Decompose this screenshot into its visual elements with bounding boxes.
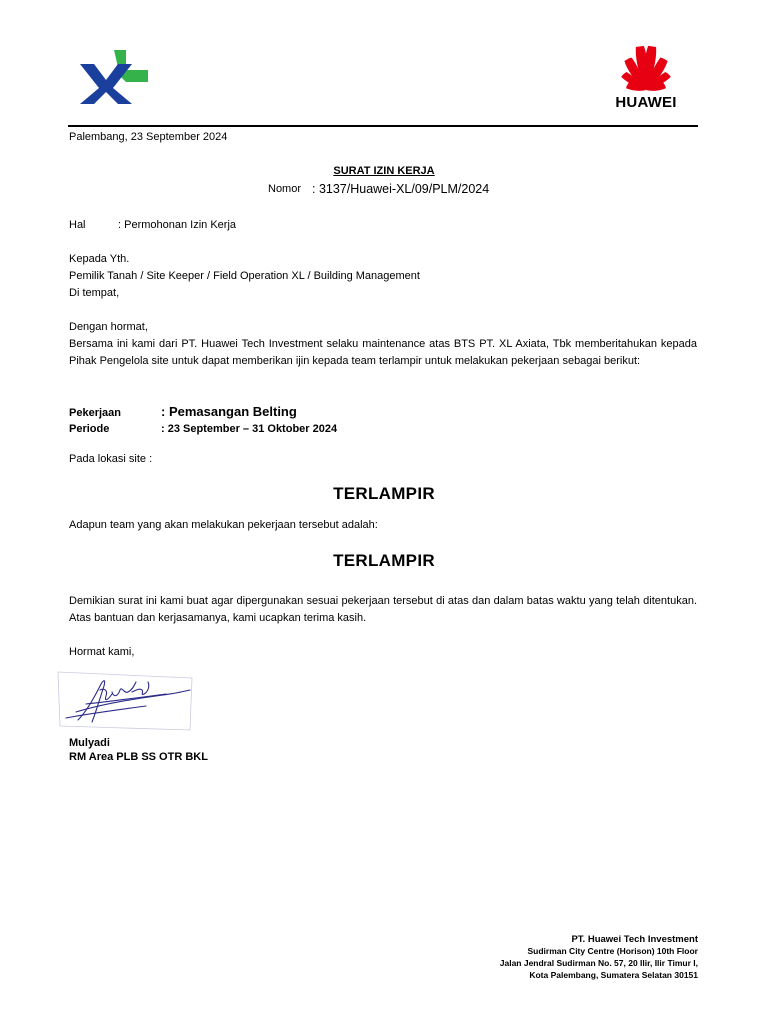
periode-value: : 23 September – 31 Oktober 2024 [161,423,338,435]
huawei-logo [606,42,686,114]
terlampir-team: TERLAMPIR [333,551,435,570]
letter-title: SURAT IZIN KERJA [333,165,435,177]
body-paragraph: Bersama ini kami dari PT. Huawei Tech Investment selaku maintenance atas BTS PT. XL Axiata, Tbk memberitahukan kepada Pihak Pengelola site untuk dapat memberikan ijin kepada team terlampir untuk melakukan pekerjaan sebagai berikut: [69,338,697,367]
periode-label: Periode [69,423,110,435]
recipient-line-2: Pemilik Tanah / Site Keeper / Field Operation XL / Building Management [69,270,420,282]
hormat-kami: Hormat kami, [69,646,135,658]
footer-address-3: Kota Palembang, Sumatera Selatan 30151 [529,970,698,980]
signature-image [56,668,196,734]
nomor-label: Nomor [268,183,302,195]
footer-company: PT. Huawei Tech Investment [571,934,698,945]
hal-label: Hal [69,219,86,231]
xl-logo [76,48,150,106]
closing-paragraph: Demikian surat ini kami buat agar dipergunakan sesuai pekerjaan tersebut di atas dan dalam batas waktu yang telah ditentukan. Atas bantuan dan kerjasamanya, kami ucapkan terima kasih. [69,595,697,624]
pekerjaan-label: Pekerjaan [69,407,121,419]
signer-title: RM Area PLB SS OTR BKL [69,751,208,763]
huawei-logo-text: HUAWEI [615,94,677,111]
terlampir-site: TERLAMPIR [333,484,435,503]
place-date: Palembang, 23 September 2024 [69,131,228,143]
lokasi-label: Pada lokasi site : [69,453,153,465]
hal-value: : Permohonan Izin Kerja [118,219,237,231]
recipient-line-1: Kepada Yth. [69,253,130,265]
pekerjaan-value: : Pemasangan Belting [161,404,297,419]
footer-address-1: Sudirman City Centre (Horison) 10th Floor [527,946,698,956]
signer-name: Mulyadi [69,737,110,749]
header-divider [68,125,698,127]
recipient-line-3: Di tempat, [69,287,120,299]
footer-address-2: Jalan Jendral Sudirman No. 57, 20 Ilir, Ilir Timur I, [499,958,698,968]
nomor-value: : 3137/Huawei-XL/09/PLM/2024 [312,182,490,196]
salutation: Dengan hormat, [69,321,148,333]
team-text: Adapun team yang akan melakukan pekerjaan tersebut adalah: [69,519,378,531]
